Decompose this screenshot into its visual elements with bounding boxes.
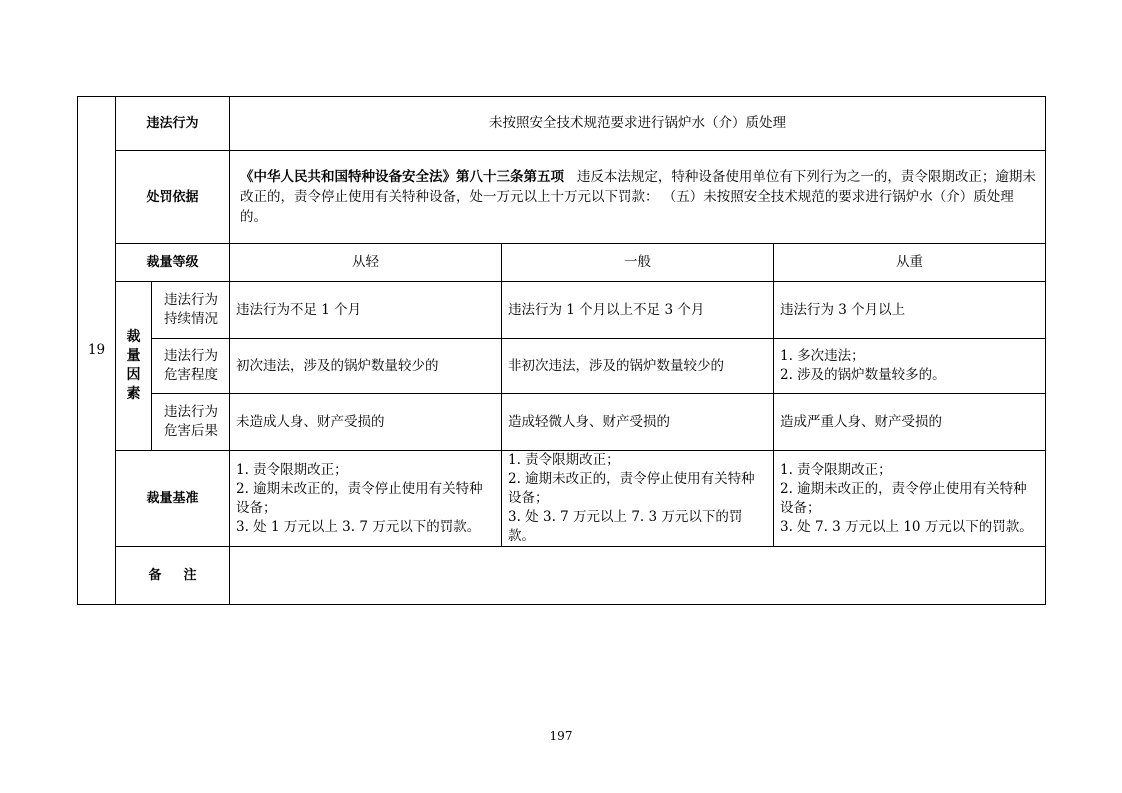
basis-text: 违反本法规定，特种设备使用单位有下列行为之一的，责令限期改正；逾期未改正的，责令停止使用有关特种设备，处一万元以上十万元以下罚款： （五）未按照安全技术规范的要求进行锅炉水（介）质处理的。	[240, 169, 1036, 225]
grade-heavy: 从重	[774, 244, 1046, 282]
harm-degree-heavy: 1. 多次违法； 2. 涉及的锅炉数量较多的。	[774, 339, 1046, 394]
standard-row	[78, 451, 1046, 547]
grade-general: 一般	[502, 244, 774, 282]
basis-law: 《中华人民共和国特种设备安全法》第八十三条第五项	[240, 169, 565, 185]
duration-row	[78, 282, 1046, 339]
basis-label: 处罚依据	[116, 151, 230, 244]
grade-light: 从轻	[230, 244, 502, 282]
harm-degree-row	[78, 339, 1046, 394]
row-number: 19	[78, 97, 116, 605]
remark-cell	[230, 547, 1046, 605]
duration-light: 违法行为不足 1 个月	[230, 282, 502, 339]
basis-row	[78, 151, 1046, 244]
remark-row	[78, 547, 1046, 605]
factors-label: 裁 量 因 素	[116, 282, 152, 451]
harm-result-general: 造成轻微人身、财产受损的	[502, 394, 774, 451]
harm-degree-general: 非初次违法，涉及的锅炉数量较少的	[502, 339, 774, 394]
standard-label: 裁量基准	[116, 451, 230, 547]
violation-row	[78, 97, 1046, 151]
penalty-table	[77, 96, 1046, 605]
standard-general: 1. 责令限期改正； 2. 逾期未改正的，责令停止使用有关特种设备； 3. 处 3. 7 万元以上 7. 3 万元以下的罚款。	[502, 451, 774, 547]
harm-degree-label: 违法行为危害程度	[152, 339, 230, 394]
grade-label: 裁量等级	[116, 244, 230, 282]
violation-text: 未按照安全技术规范要求进行锅炉水（介）质处理	[230, 97, 1046, 151]
basis-cell	[230, 151, 1046, 244]
remark-label: 备 注	[116, 547, 230, 605]
harm-result-light: 未造成人身、财产受损的	[230, 394, 502, 451]
page-number: 197	[549, 729, 573, 743]
duration-general: 违法行为 1 个月以上不足 3 个月	[502, 282, 774, 339]
harm-result-row	[78, 394, 1046, 451]
standard-heavy: 1. 责令限期改正； 2. 逾期未改正的，责令停止使用有关特种设备； 3. 处 7. 3 万元以上 10 万元以下的罚款。	[774, 451, 1046, 547]
standard-light: 1. 责令限期改正； 2. 逾期未改正的，责令停止使用有关特种设备； 3. 处 1 万元以上 3. 7 万元以下的罚款。	[230, 451, 502, 547]
duration-heavy: 违法行为 3 个月以上	[774, 282, 1046, 339]
violation-label: 违法行为	[116, 97, 230, 151]
duration-label: 违法行为持续情况	[152, 282, 230, 339]
grade-row	[78, 244, 1046, 282]
harm-degree-light: 初次违法，涉及的锅炉数量较少的	[230, 339, 502, 394]
harm-result-heavy: 造成严重人身、财产受损的	[774, 394, 1046, 451]
harm-result-label: 违法行为危害后果	[152, 394, 230, 451]
